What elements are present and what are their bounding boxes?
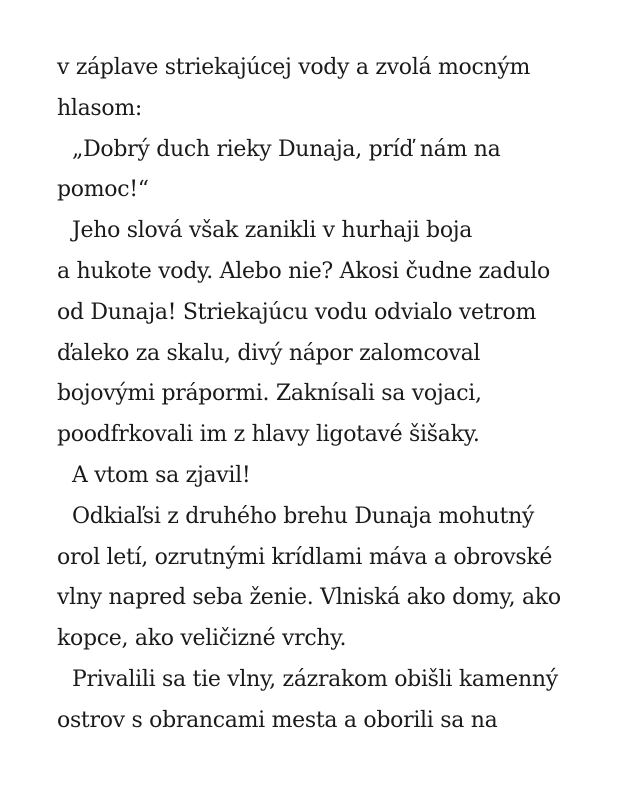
text-line: ostrov s obrancami mesta a oborili sa na: [57, 707, 498, 733]
text-line: a hukote vody. Alebo nie? Akosi čudne zadulo: [57, 258, 550, 284]
text-line: Jeho slová však zanikli v hurhaji boja: [72, 218, 473, 244]
text-line: kopce, ako veličizné vrchy.: [57, 626, 347, 652]
body-text: [57, 48, 617, 742]
text-line: A vtom sa zjavil!: [72, 462, 251, 488]
text-line: bojovými prápormi. Zaknísali sa vojaci,: [57, 381, 482, 407]
text-line: Privalili sa tie vlny, zázrakom obišli kamenný: [72, 666, 558, 692]
text-line: ďaleko za skalu, divý nápor zalomcoval: [57, 340, 481, 366]
text-line: od Dunaja! Striekajúcu vodu odvialo vetrom: [57, 299, 537, 325]
text-line: pomoc!“: [57, 177, 149, 203]
text-line: poodfrkovali im z hlavy ligotavé šišaky.: [57, 422, 480, 448]
text-line: orol letí, ozrutnými krídlami máva a obrovské: [57, 544, 553, 570]
text-line: v záplave striekajúcej vody a zvolá mocným: [57, 55, 531, 80]
text-line: hlasom:: [57, 95, 143, 121]
text-line: vlny napred seba ženie. Vlniská ako domy, ako: [57, 585, 561, 611]
text-line: Odkiaľsi z druhého brehu Dunaja mohutný: [72, 503, 535, 529]
text-line: „Dobrý duch rieky Dunaja, príď nám na: [72, 136, 501, 162]
